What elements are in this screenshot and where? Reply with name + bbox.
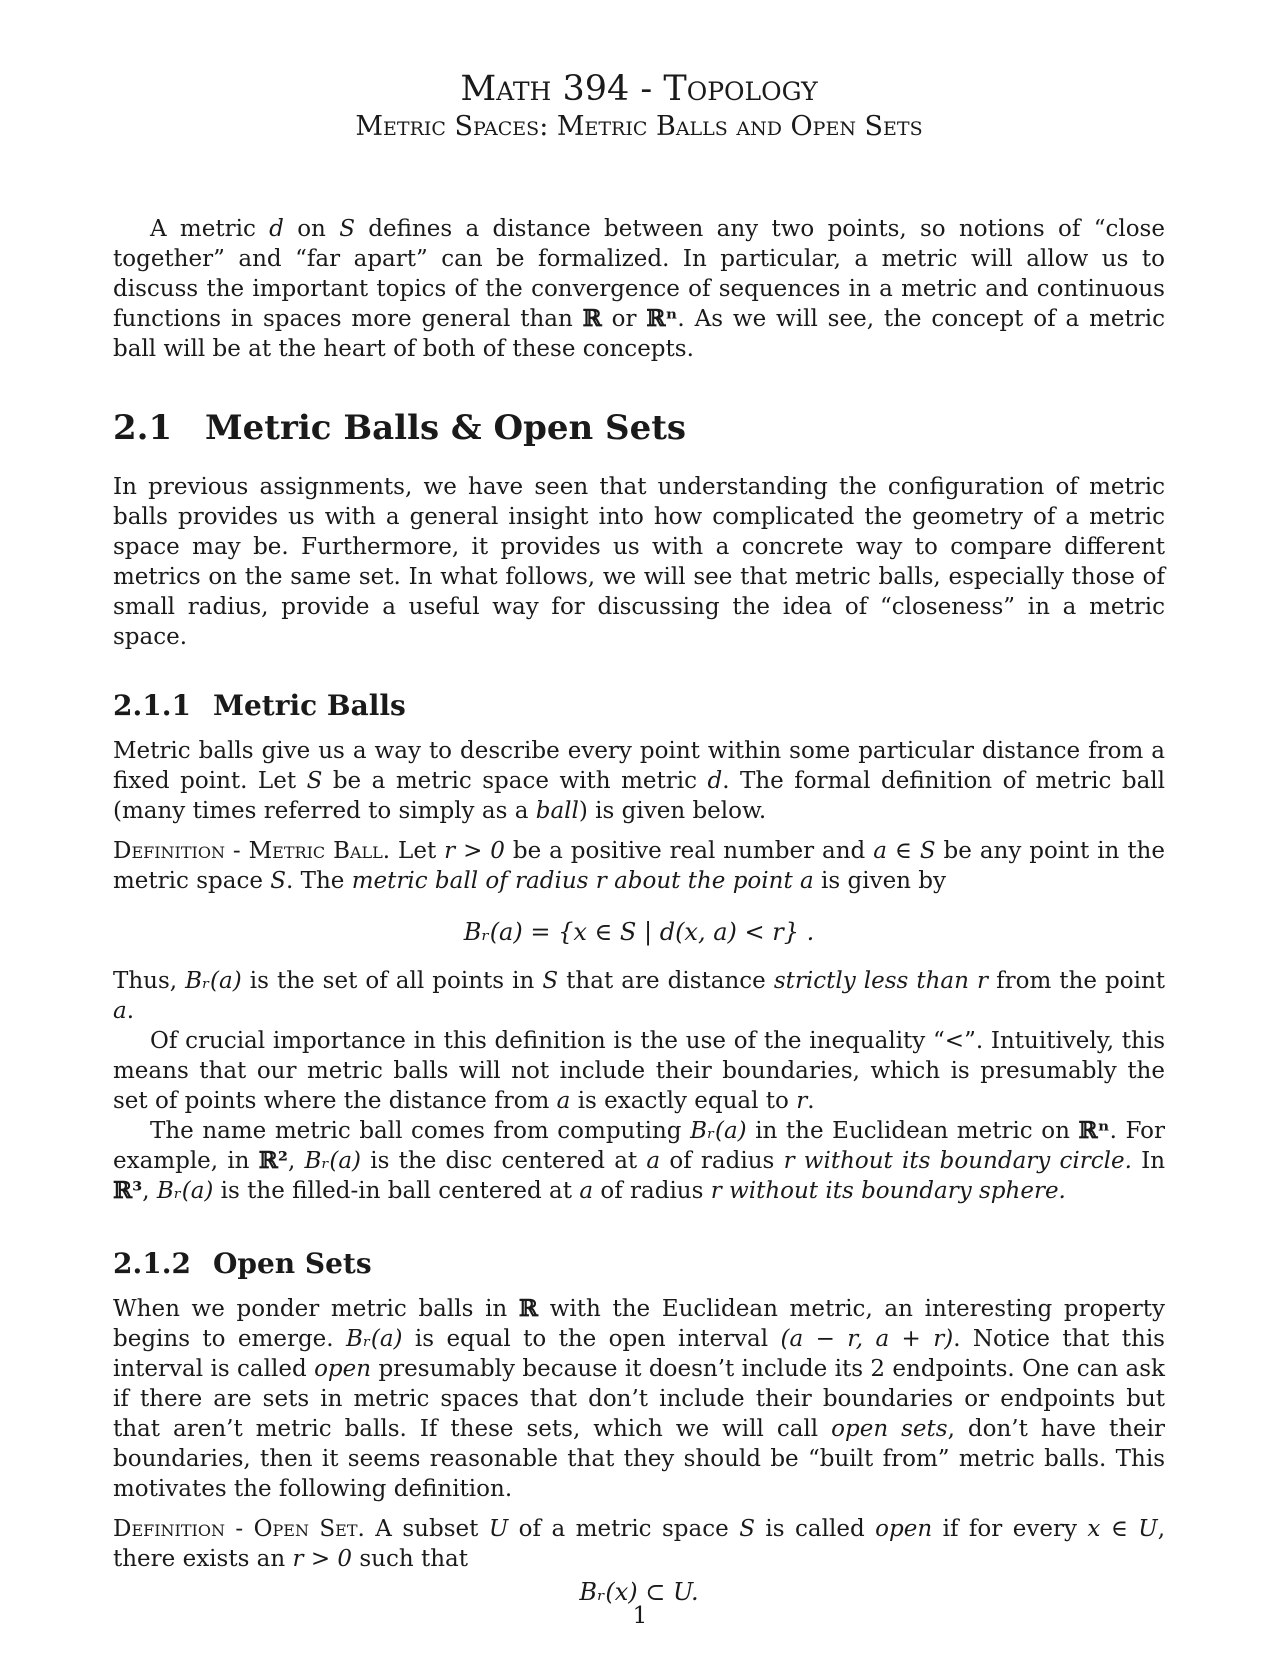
definition-label: Definition - Metric Ball.: [113, 838, 391, 864]
open-set-formula: Bᵣ(x) ⊂ U.: [579, 1578, 699, 1606]
document-page: [113, 64, 1165, 1608]
name-paragraph: The name metric ball comes from computing Bᵣ(a) in the Euclidean metric on ℝⁿ. For example, in ℝ², Bᵣ(a) is the disc centered at a of radius r without its boundary circle. In ℝ³, Bᵣ(a) is the filled-in ball centered at a of radius r without its boundary sphere.: [113, 1117, 1166, 1204]
definition-metric-ball: Definition - Metric Ball. Let r > 0 be a positive real number and a ∈ S be any point in the metric space S. The metric ball of radius r about the point a is given by: [113, 838, 1165, 894]
metric-ball-formula: Bᵣ(a) = {x ∈ S | d(x, a) < r} .: [463, 918, 815, 946]
section-title: Metric Balls & Open Sets: [205, 408, 687, 448]
document-header: [113, 68, 1165, 144]
crucial-paragraph: Of crucial importance in this definition is the use of the inequality “<”. Intuitively, this means that our metric balls will not include their boundaries, which is presumably the set of points where the distance from a is exactly equal to r.: [113, 1028, 1165, 1114]
definition-label: Definition - Open Set.: [113, 1516, 365, 1542]
metric-balls-paragraph: Metric balls give us a way to describe every point within some particular distance from a fixed point. Let S be a metric space with metric d. The formal definition of metric ball (many times referred to simply as a ball) is given below.: [113, 738, 1165, 824]
thus-paragraph: Thus, Bᵣ(a) is the set of all points in S that are distance strictly less than r from the point a.: [113, 968, 1166, 1024]
definition-open-set: Definition - Open Set. A subset U of a metric space S is called open if for every x ∈ U, there exists an r > 0 such that: [113, 1516, 1165, 1572]
section-number: 2.1: [113, 408, 173, 448]
subsection-heading-open-sets: 2.1.2 Open Sets: [113, 1247, 372, 1280]
section-paragraph: In previous assignments, we have seen that understanding the configuration of metric balls provides us with a general insight into how complicated the geometry of a metric space may be. Furthermore, it provides us with a concrete way to compare different metrics on the same set. In what follows, we will see that metric balls, especially those of small radius, provide a useful way for discussing the idea of “closeness” in a metric space.: [113, 474, 1165, 650]
page-number: 1: [632, 1603, 648, 1629]
section-heading: [113, 406, 1165, 450]
intro-paragraph: A metric d on S defines a distance between any two points, so notions of “close together” and “far apart” can be formalized. In particular, a metric will allow us to discuss the important topics of the convergence of sequences in a metric and continuous functions in spaces more general than ℝ or ℝⁿ. As we will see, the concept of a metric ball will be at the heart of both of these concepts.: [113, 216, 1165, 362]
subsection-heading-metric-balls: 2.1.1 Metric Balls: [113, 689, 406, 722]
document-subtitle: Metric Spaces: Metric Balls and Open Sets: [355, 111, 923, 142]
document-title: Math 394 - Topology: [460, 69, 818, 109]
open-sets-paragraph: When we ponder metric balls in ℝ with the Euclidean metric, an interesting property begins to emerge. Bᵣ(a) is equal to the open interval (a − r, a + r). Notice that this interval is called open presumably because it doesn’t include its 2 endpoints. One can ask if there are sets in metric spaces that don’t include their boundaries or endpoints but that aren’t metric balls. If these sets, which we will call open sets, don’t have their boundaries, then it seems reasonable that they should be “built from” metric balls. This motivates the following definition.: [113, 1295, 1165, 1502]
